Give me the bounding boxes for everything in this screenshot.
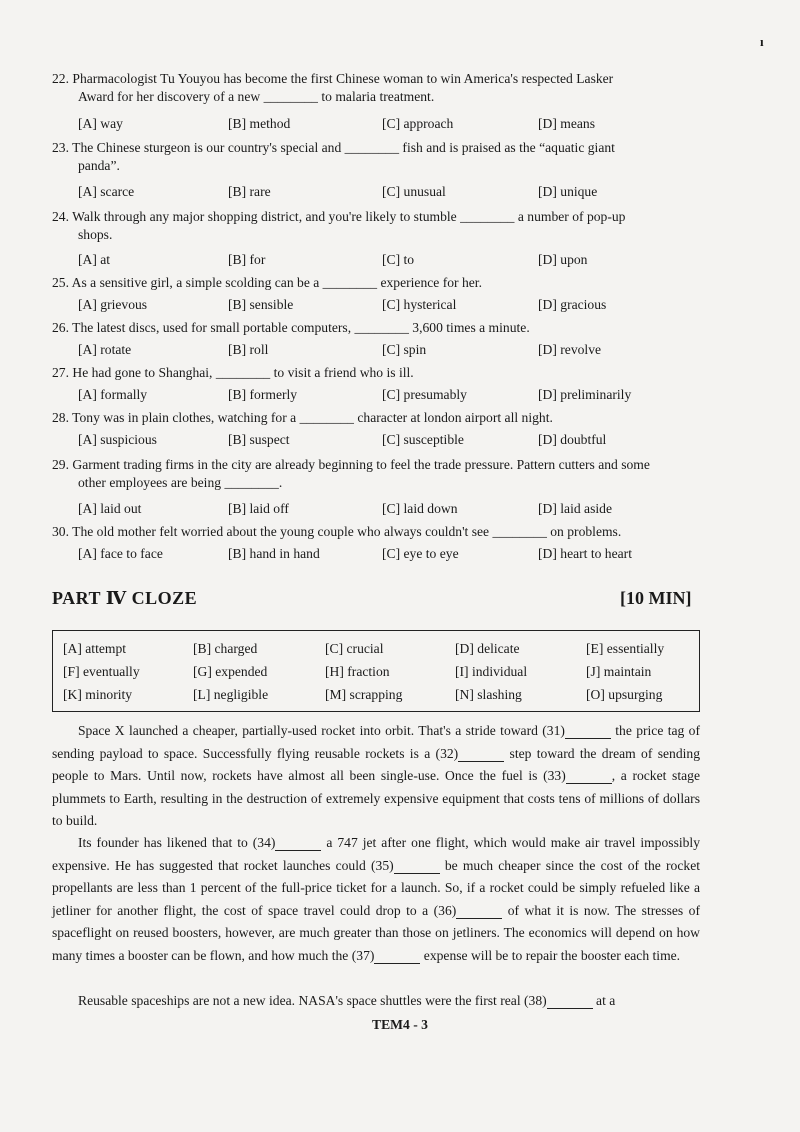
option-a[interactable]: [A] rotate <box>78 342 132 357</box>
option-d[interactable]: [D] laid aside <box>538 501 612 516</box>
passage-text: Reusable spaceships are not a new idea. NASA's space shuttles were the first real (38) <box>78 993 547 1008</box>
part-time: [10 MIN] <box>620 588 692 608</box>
blank-33[interactable] <box>566 769 612 784</box>
question-text-cont: other employees are being ________. <box>78 475 283 490</box>
options-28 <box>78 432 718 450</box>
option-c[interactable]: [C] unusual <box>382 184 446 199</box>
word-bank-item: [O] upsurging <box>586 687 663 702</box>
question-text: 22. Pharmacologist Tu Youyou has become the first Chinese woman to win America's respected Lasker <box>52 71 614 86</box>
option-c[interactable]: [C] laid down <box>382 501 458 516</box>
word-bank-item: [E] essentially <box>586 641 665 656</box>
option-c[interactable]: [C] eye to eye <box>382 546 459 561</box>
options-24 <box>78 252 718 270</box>
option-b[interactable]: [B] hand in hand <box>228 546 320 561</box>
passage-text: Its founder has likened that to (34) <box>78 835 276 850</box>
word-bank-item: [B] charged <box>193 641 258 656</box>
question-text: 26. The latest discs, used for small portable computers, ________ 3,600 times a minute. <box>52 320 530 335</box>
option-b[interactable]: [B] formerly <box>228 387 298 402</box>
question-25 <box>52 274 702 292</box>
option-d[interactable]: [D] doubtful <box>538 432 607 447</box>
option-b[interactable]: [B] laid off <box>228 501 289 516</box>
blank-36[interactable] <box>456 904 502 919</box>
question-30 <box>52 523 702 541</box>
option-a[interactable]: [A] grievous <box>78 297 148 312</box>
question-text: 25. As a sensitive girl, a simple scolding can be a ________ experience for her. <box>52 275 482 290</box>
option-c[interactable]: [C] susceptible <box>382 432 464 447</box>
question-26 <box>52 319 702 337</box>
option-a[interactable]: [A] face to face <box>78 546 163 561</box>
word-bank-item: [C] crucial <box>325 641 384 656</box>
word-bank-item: [F] eventually <box>63 664 140 679</box>
options-29 <box>78 501 718 519</box>
option-c[interactable]: [C] to <box>382 252 415 267</box>
passage-text: of what it is now. The stresses of spaceflight on reused boosters, however, are much greater than those on jetliners. The economics will depend on how many times a booster can be flown, and how much the (37) <box>52 902 700 963</box>
option-d[interactable]: [D] revolve <box>538 342 602 357</box>
word-bank-item: [L] negligible <box>193 687 269 702</box>
question-27 <box>52 364 702 382</box>
option-a[interactable]: [A] at <box>78 252 111 267</box>
passage-paragraph-2 <box>52 832 700 968</box>
question-22 <box>52 70 702 106</box>
word-bank-item: [G] expended <box>193 664 268 679</box>
passage-paragraph-3 <box>52 990 700 1013</box>
blank-34[interactable] <box>275 836 321 851</box>
question-text-cont: Award for her discovery of a new ________ to malaria treatment. <box>78 89 435 104</box>
word-bank-item: [H] fraction <box>325 664 390 679</box>
option-c[interactable]: [C] spin <box>382 342 427 357</box>
question-29 <box>52 456 702 492</box>
options-25 <box>78 297 718 315</box>
question-text-cont: panda”. <box>78 158 120 173</box>
question-24 <box>52 208 702 244</box>
option-b[interactable]: [B] roll <box>228 342 269 357</box>
option-d[interactable]: [D] preliminarily <box>538 387 632 402</box>
page-footer: TEM4 - 3 <box>372 1017 428 1032</box>
blank-38[interactable] <box>547 994 593 1009</box>
options-27 <box>78 387 718 405</box>
passage-text: Space X launched a cheaper, partially-used rocket into orbit. That's a stride toward (31) <box>78 723 565 738</box>
question-text-cont: shops. <box>78 227 113 242</box>
word-bank-item: [J] maintain <box>586 664 652 679</box>
blank-37[interactable] <box>374 949 420 964</box>
word-bank-item: [M] scrapping <box>325 687 403 702</box>
question-23 <box>52 139 702 175</box>
options-22 <box>78 116 718 134</box>
option-a[interactable]: [A] suspicious <box>78 432 157 447</box>
option-b[interactable]: [B] for <box>228 252 266 267</box>
option-d[interactable]: [D] upon <box>538 252 588 267</box>
question-text: 28. Tony was in plain clothes, watching for a ________ character at london airport all night. <box>52 410 553 425</box>
options-26 <box>78 342 718 360</box>
passage-text: the price tag of sending payload to space. Successfully flying reusable rockets is a (32) <box>52 723 700 761</box>
part-title: PART Ⅳ CLOZE <box>52 588 198 608</box>
blank-32[interactable] <box>458 747 504 762</box>
passage-text: step toward the dream of sending people to Mars. Until now, rockets have almost all been single-use. Once the fuel is (33) <box>52 745 700 784</box>
options-30 <box>78 546 718 564</box>
word-bank-item: [I] individual <box>455 664 528 679</box>
question-text: 27. He had gone to Shanghai, ________ to visit a friend who is ill. <box>52 365 414 380</box>
passage-text: a 747 jet after one flight, which would make air travel impossibly expensive. He has suggested that rocket launches could (35) <box>52 835 701 873</box>
option-a[interactable]: [A] laid out <box>78 501 142 516</box>
word-bank <box>52 630 700 712</box>
option-a[interactable]: [A] formally <box>78 387 148 402</box>
options-23 <box>78 184 718 202</box>
question-text: 29. Garment trading firms in the city are already beginning to feel the trade pressure. Pattern cutters and some <box>52 457 650 472</box>
corner-mark: ı <box>760 34 764 49</box>
option-c[interactable]: [C] hysterical <box>382 297 457 312</box>
question-text: 23. The Chinese sturgeon is our country's special and ________ fish and is praised as the “aquatic giant <box>52 140 615 155</box>
word-bank-item: [A] attempt <box>63 641 127 656</box>
passage-text: , a rocket stage plummets to Earth, resulting in the destruction of extremely expensive equipment that costs tens of millions of dollars to build. <box>52 768 700 829</box>
blank-31[interactable] <box>565 724 611 739</box>
option-c[interactable]: [C] presumably <box>382 387 467 402</box>
option-b[interactable]: [B] sensible <box>228 297 294 312</box>
option-c[interactable]: [C] approach <box>382 116 454 131</box>
option-d[interactable]: [D] heart to heart <box>538 546 632 561</box>
option-d[interactable]: [D] unique <box>538 184 598 199</box>
passage-paragraph-1 <box>52 720 700 833</box>
option-d[interactable]: [D] gracious <box>538 297 607 312</box>
passage-text: at a <box>592 993 616 1008</box>
option-d[interactable]: [D] means <box>538 116 595 131</box>
option-b[interactable]: [B] suspect <box>228 432 290 447</box>
option-b[interactable]: [B] rare <box>228 184 271 199</box>
option-a[interactable]: [A] scarce <box>78 184 135 199</box>
word-bank-item: [D] delicate <box>455 641 520 656</box>
option-a[interactable]: [A] way <box>78 116 123 131</box>
word-bank-item: [N] slashing <box>455 687 522 702</box>
option-b[interactable]: [B] method <box>228 116 291 131</box>
question-28 <box>52 409 702 427</box>
question-text: 24. Walk through any major shopping district, and you're likely to stumble ________ a number of pop-up <box>52 209 626 224</box>
passage-text: expense will be to repair the booster each time. <box>420 947 681 963</box>
question-text: 30. The old mother felt worried about the young couple who always couldn't see ________ on problems. <box>52 524 622 539</box>
word-bank-item: [K] minority <box>63 687 133 702</box>
passage-text: be much cheaper since the cost of the rocket propellants are less than 1 percent of the full-price ticket for a launch. So, if a rocket could be simply refueled like a jetliner for another flight, the cost of space travel could drop to a (36) <box>52 857 700 918</box>
blank-35[interactable] <box>394 859 440 874</box>
